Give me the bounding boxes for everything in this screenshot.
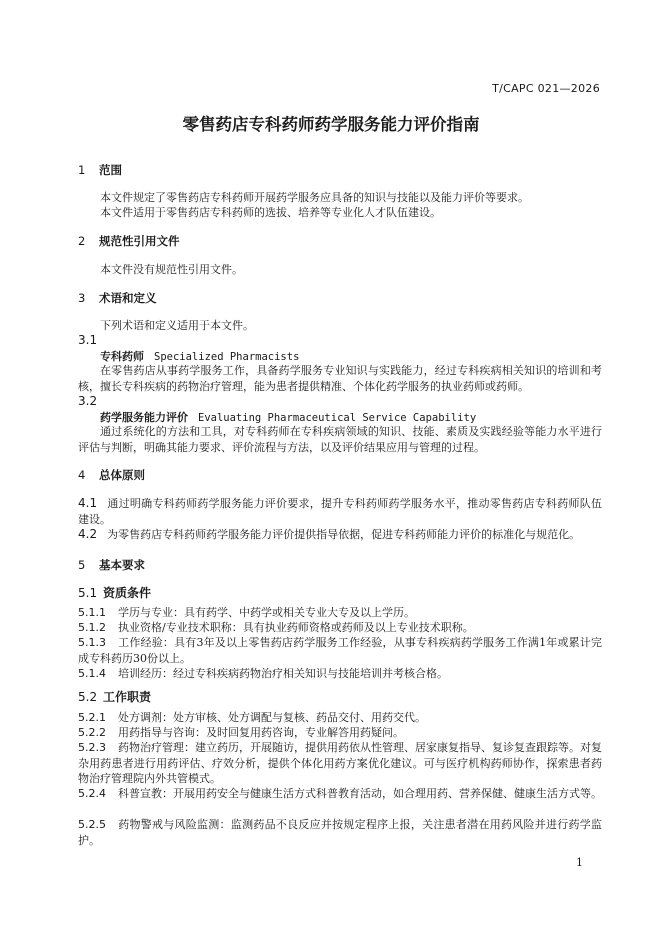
term-english: Evaluating Pharmaceutical Service Capability [198, 412, 477, 424]
clause-5-2-5 [78, 817, 602, 848]
section-title: 范围 [99, 163, 122, 177]
section-number: 2 [78, 234, 86, 248]
clause-number: 4.2 [78, 527, 98, 541]
clause-5-2-4 [78, 786, 602, 802]
term-3-1-heading [100, 348, 299, 364]
section-1-heading [78, 162, 122, 178]
clause-text: 学历与专业：具有药学、中药学或相关专业大专及以上学历。 [118, 606, 415, 619]
section-4-heading [78, 467, 145, 483]
clause-number: 5.1.3 [78, 636, 106, 649]
section-2-paragraph-1: 本文件没有规范性引用文件。 [100, 263, 243, 276]
clause-text: 培训经历：经过专科疾病药物治疗相关知识与技能培训并考核合格。 [118, 667, 448, 680]
clause-text: 为零售药店专科药师药学服务能力评价提供指导依据，促进专科药师能力评价的标准化与规范化。 [107, 528, 581, 541]
subsection-5-2-heading [78, 688, 151, 705]
clause-number: 4.1 [78, 496, 98, 510]
section-title: 总体原则 [99, 468, 145, 482]
clause-4-2 [78, 527, 602, 543]
clause-number: 5.2.2 [78, 726, 106, 739]
clause-5-1-1 [78, 605, 602, 621]
subsection-title: 资质条件 [103, 586, 152, 600]
term-chinese: 药学服务能力评价 [100, 411, 188, 424]
section-title: 基本要求 [99, 558, 145, 572]
clause-number: 5.2.5 [78, 818, 106, 831]
section-2-heading [78, 233, 180, 249]
subsection-5-1-heading [78, 584, 151, 601]
subsection-title: 工作职责 [103, 690, 152, 704]
section-number: 4 [78, 468, 86, 482]
page-number: 1 [576, 856, 583, 869]
section-title: 规范性引用文件 [99, 234, 180, 248]
term-3-2-heading [100, 409, 476, 425]
clause-text: 通过明确专科药师药学服务能力评价要求，提升专科药师药学服务水平，推动零售药店专科药师队伍建设。 [78, 497, 602, 526]
document-title: 零售药店专科药师药学服务能力评价指南 [182, 115, 480, 134]
clause-text: 工作经验：具有3年及以上零售药店药学服务工作经验，从事专科疾病药学服务工作满1年或累计完成专科药历30份以上。 [78, 636, 602, 665]
clause-number: 5.1.1 [78, 606, 106, 619]
clause-5-1-2 [78, 620, 602, 636]
clause-text: 用药指导与咨询：及时回复用药咨询，专业解答用药疑问。 [118, 726, 404, 739]
clause-number: 5.2.3 [78, 741, 106, 754]
section-1-paragraph-2: 本文件适用于零售药店专科药师的选拔、培养等专业化人才队伍建设。 [100, 206, 441, 219]
clause-5-2-2 [78, 725, 602, 741]
standard-number: T/CAPC 021—2026 [492, 82, 600, 95]
clause-5-1-3 [78, 635, 602, 666]
term-english: Specialized Pharmacists [154, 351, 300, 363]
clause-number: 5.1.4 [78, 667, 106, 680]
term-3-1-number: 3.1 [78, 333, 98, 347]
term-chinese: 专科药师 [100, 350, 144, 363]
section-number: 3 [78, 291, 86, 305]
term-3-1-definition: 在零售药店从事药学服务工作，具备药学服务专业知识与实践能力，经过专科疾病相关知识的培训和考核，擅长专科疾病的药物治疗管理，能为患者提供精准、个体化药学服务的执业药师或药师。 [78, 364, 602, 393]
clause-text: 药物治疗管理：建立药历，开展随访，提供用药依从性管理、居家康复指导、复诊复查跟踪等。对复杂用药患者进行用药评估、疗效分析，提供个体化用药方案优化建议。可与医疗机构药师协作，探索患者药物治疗管理院内外共管模式。 [78, 741, 602, 785]
clause-5-1-4 [78, 666, 602, 682]
section-number: 5 [78, 558, 86, 572]
clause-5-2-3 [78, 740, 602, 787]
clause-number: 5.2.1 [78, 711, 106, 724]
section-3-heading [78, 290, 157, 306]
section-5-heading [78, 557, 145, 573]
clause-text: 执业资格/专业技术职称：具有执业药师资格或药师及以上专业技术职称。 [118, 621, 474, 634]
term-3-2-number: 3.2 [78, 394, 98, 408]
section-3-intro: 下列术语和定义适用于本文件。 [100, 319, 254, 332]
clause-text: 科普宣教：开展用药安全与健康生活方式科普教育活动，如合理用药、营养保健、健康生活方式等。 [118, 787, 602, 800]
clause-number: 5.2.4 [78, 787, 106, 800]
term-3-2-definition: 通过系统化的方法和工具，对专科药师在专科疾病领域的知识、技能、素质及实践经验等能力水平进行评估与判断，明确其能力要求、评价流程与方法，以及评价结果应用与管理的过程。 [78, 425, 602, 454]
clause-text: 药物警戒与风险监测：监测药品不良反应并按规定程序上报，关注患者潜在用药风险并进行药学监护。 [78, 818, 602, 847]
section-title: 术语和定义 [99, 291, 157, 305]
subsection-number: 5.2 [78, 690, 98, 704]
section-number: 1 [78, 163, 86, 177]
section-1-paragraph-1: 本文件规定了零售药店专科药师开展药学服务应具备的知识与技能以及能力评价等要求。 [100, 191, 529, 204]
clause-number: 5.1.2 [78, 621, 106, 634]
subsection-number: 5.1 [78, 586, 98, 600]
clause-text: 处方调剂：处方审核、处方调配与复核、药品交付、用药交代。 [118, 711, 426, 724]
clause-5-2-1 [78, 710, 602, 726]
clause-4-1 [78, 496, 602, 527]
